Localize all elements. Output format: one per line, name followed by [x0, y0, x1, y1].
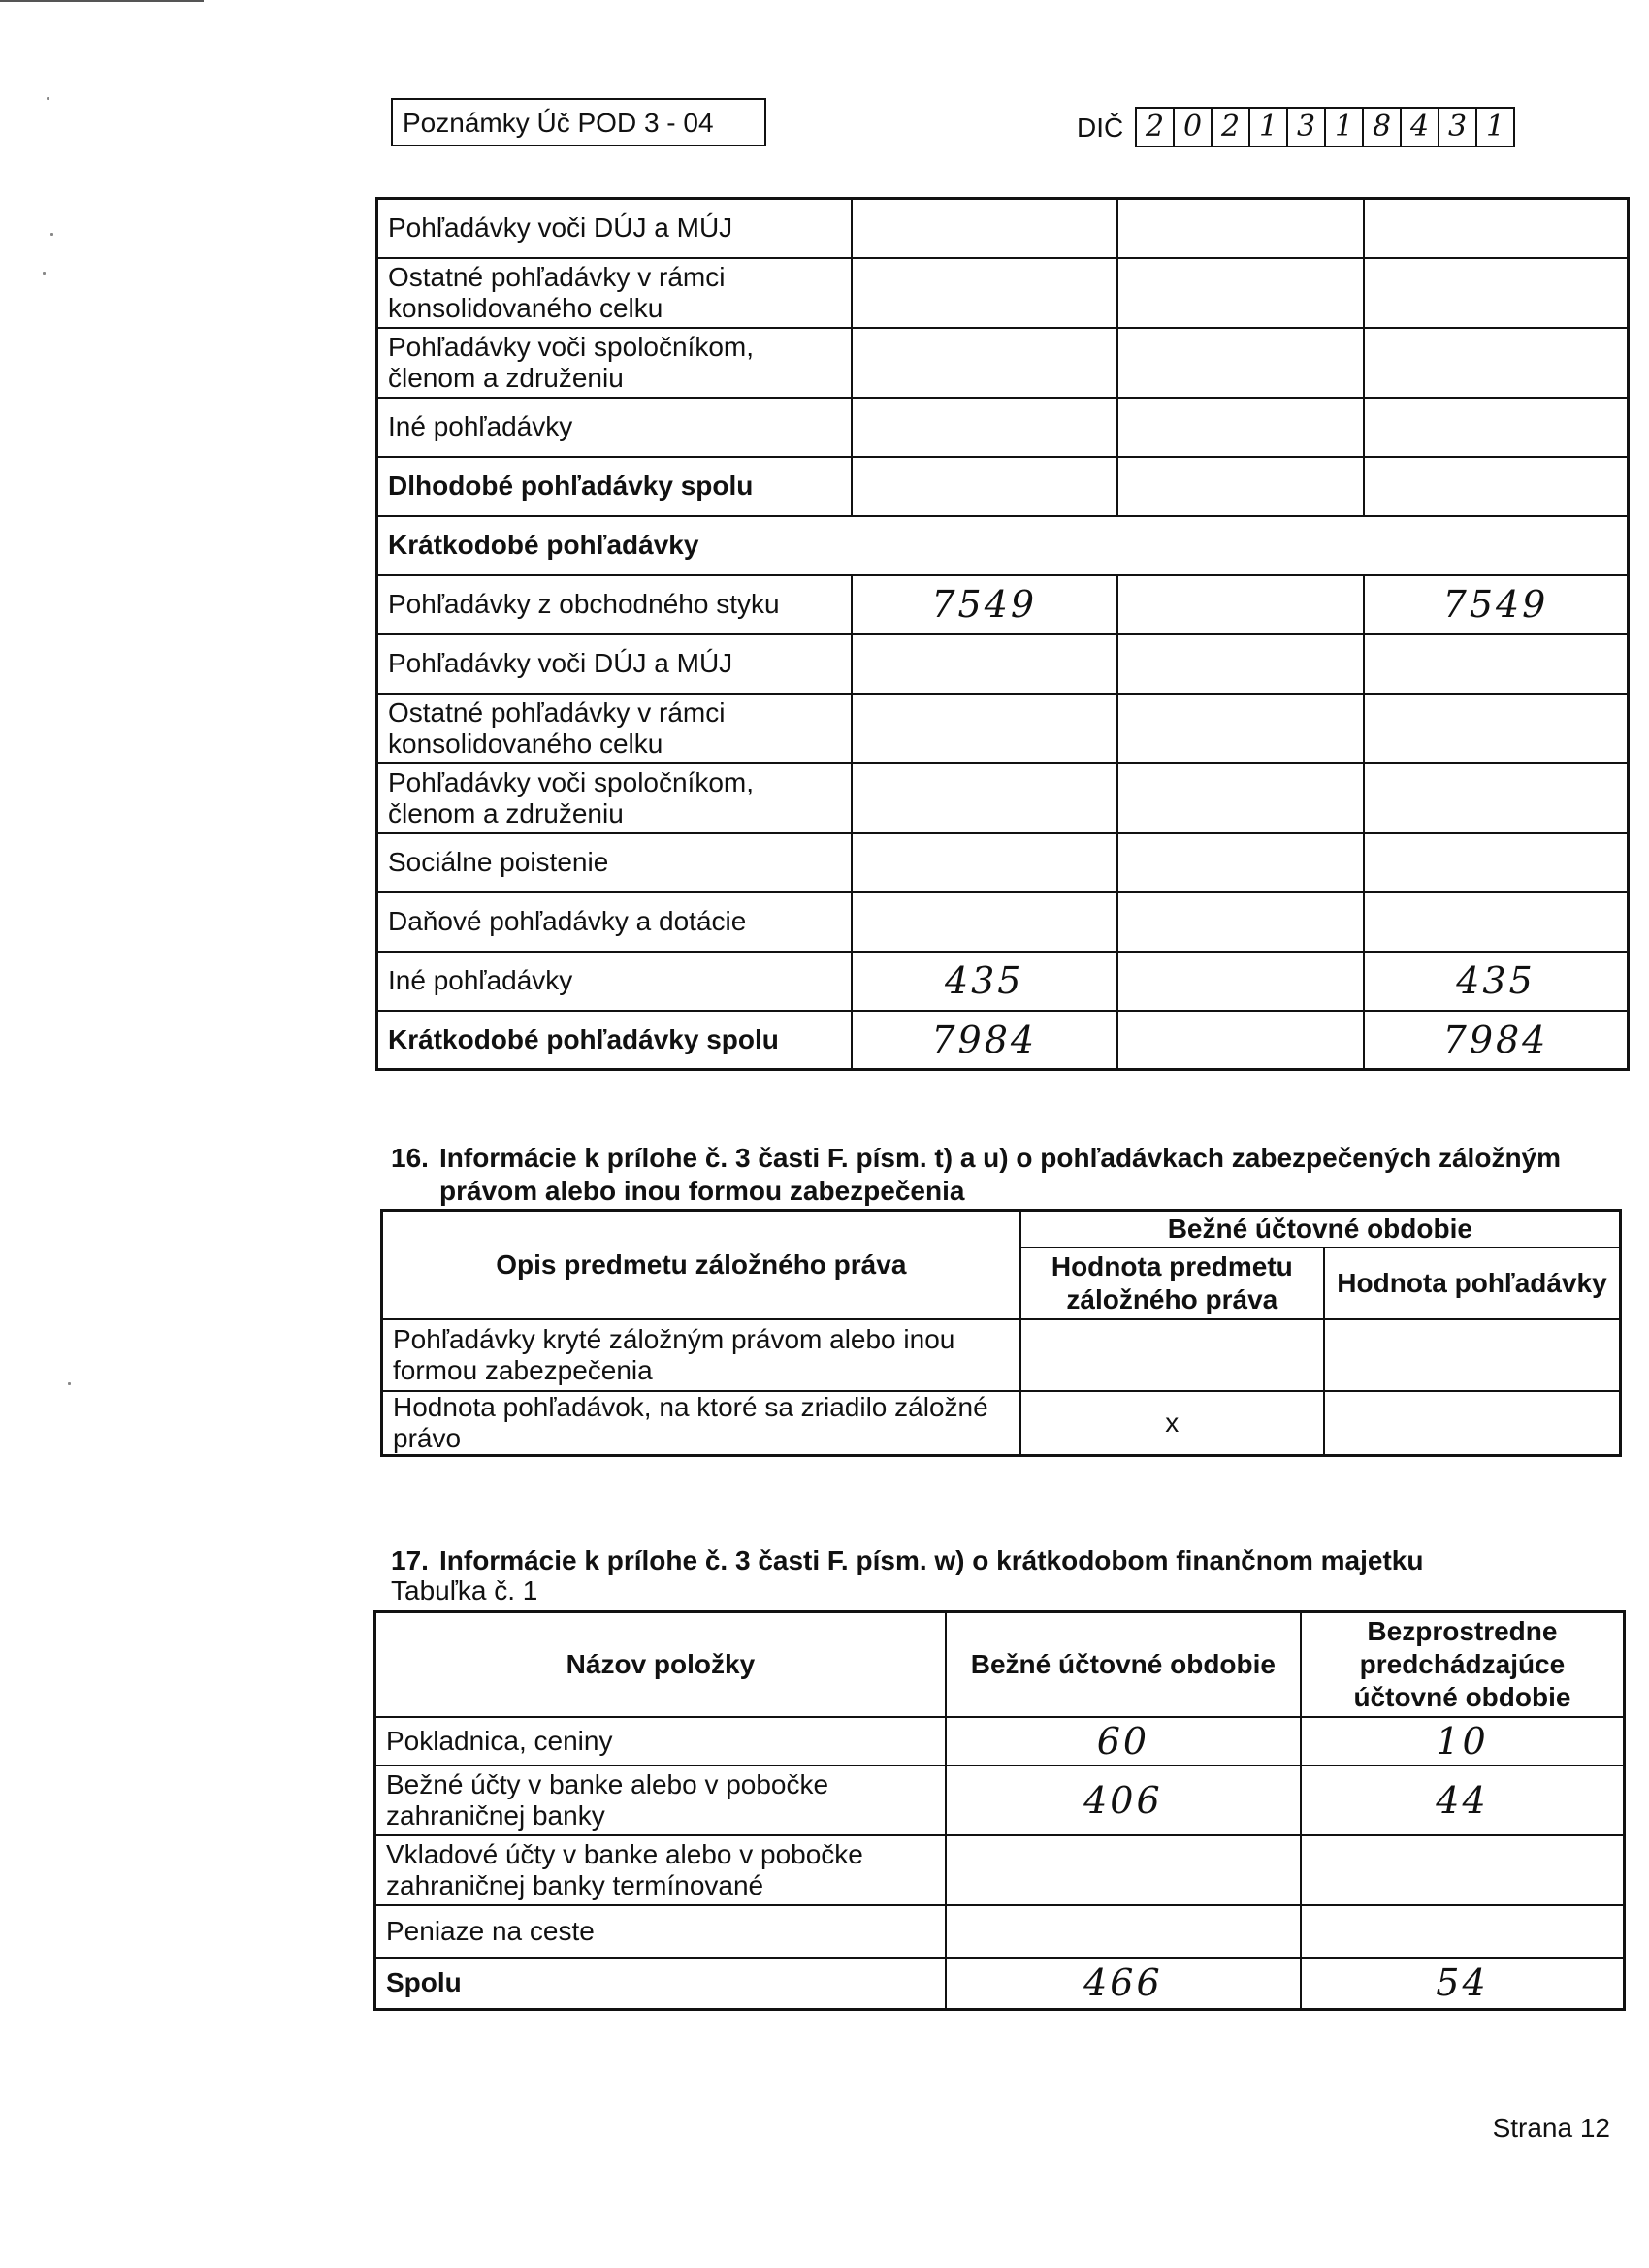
- scan-edge-line: [0, 0, 204, 2]
- scan-speck: [50, 233, 53, 236]
- value-cell: [1301, 1835, 1625, 1905]
- value-cell: 466: [946, 1958, 1301, 2010]
- value-cell: [852, 634, 1117, 694]
- value-cell: [1364, 199, 1628, 258]
- dic-digit: 2: [1137, 109, 1175, 146]
- value-cell: [852, 328, 1117, 398]
- row-label: Sociálne poistenie: [377, 833, 852, 892]
- row-label: Pohľadávky z obchodného styku: [377, 575, 852, 634]
- value-cell: [1324, 1391, 1621, 1456]
- table-row: [375, 1766, 1625, 1835]
- dic-digit: 0: [1175, 109, 1212, 146]
- row-label: Pohľadávky voči spoločníkom, členom a združeniu: [377, 763, 852, 833]
- column-header: Bežné účtovné obdobie: [946, 1612, 1301, 1717]
- dic-number-boxes: [1135, 107, 1515, 147]
- dic-digit: 8: [1364, 109, 1402, 146]
- value-cell: [852, 694, 1117, 763]
- value-cell: [852, 833, 1117, 892]
- value-cell: [946, 1905, 1301, 1958]
- table-row: [377, 763, 1629, 833]
- row-label: Daňové pohľadávky a dotácie: [377, 892, 852, 952]
- value-cell: 7984: [1364, 1011, 1628, 1070]
- table-caption: Tabuľka č. 1: [391, 1575, 538, 1605]
- value-cell: [1364, 833, 1628, 892]
- value-cell: 7549: [1364, 575, 1628, 634]
- value-cell: [1117, 694, 1364, 763]
- table-row: [377, 634, 1629, 694]
- column-group-header: Bežné účtovné obdobie: [1020, 1211, 1621, 1247]
- section-header-row: [377, 516, 1629, 575]
- section-number: 17.: [391, 1545, 429, 1575]
- row-label: Pohľadávky kryté záložným právom alebo inou formou zabezpečenia: [382, 1319, 1020, 1391]
- value-cell: [1117, 258, 1364, 328]
- row-label: Pohľadávky voči DÚJ a MÚJ: [377, 634, 852, 694]
- column-header: Hodnota predmetu záložného práva: [1020, 1247, 1324, 1319]
- value-cell: [1117, 199, 1364, 258]
- value-cell: [852, 199, 1117, 258]
- value-cell: [1117, 952, 1364, 1011]
- value-cell: 7984: [852, 1011, 1117, 1070]
- section-title: Informácie k prílohe č. 3 časti F. písm. t) a u) o pohľadávkach zabezpečených záložným právom alebo inou formou zabezpečenia: [439, 1143, 1562, 1206]
- value-cell: [946, 1835, 1301, 1905]
- value-cell: [852, 398, 1117, 457]
- column-header: Bezprostredne predchádzajúce účtovné obdobie: [1301, 1612, 1625, 1717]
- financial-assets-table: [373, 1610, 1626, 2011]
- value-cell: [1364, 328, 1628, 398]
- table-row: [377, 892, 1629, 952]
- column-header: Názov položky: [375, 1612, 946, 1717]
- receivables-table: [375, 197, 1630, 1071]
- row-label: Bežné účty v banke alebo v pobočke zahraničnej banky: [375, 1766, 946, 1835]
- section-16-heading: [391, 1142, 1618, 1208]
- value-cell: [852, 763, 1117, 833]
- document-label: Poznámky Úč POD 3 - 04: [391, 98, 766, 146]
- value-cell: x: [1020, 1391, 1324, 1456]
- table-row: [377, 833, 1629, 892]
- table-row: [382, 1391, 1621, 1456]
- value-cell: [1364, 763, 1628, 833]
- dic-label: DIČ: [1077, 113, 1124, 143]
- value-cell: [1364, 258, 1628, 328]
- value-cell: [1117, 833, 1364, 892]
- dic-digit: 4: [1402, 109, 1439, 146]
- value-cell: [1364, 457, 1628, 516]
- table-row: [377, 575, 1629, 634]
- table-row: [375, 1905, 1625, 1958]
- dic-digit: 1: [1250, 109, 1288, 146]
- dic-digit: 1: [1485, 110, 1505, 144]
- row-label: Pohľadávky voči DÚJ a MÚJ: [377, 199, 852, 258]
- table-row: [377, 199, 1629, 258]
- column-header: Opis predmetu záložného práva: [382, 1211, 1020, 1319]
- table-row: [377, 398, 1629, 457]
- value-cell: [1020, 1319, 1324, 1391]
- table-row: [377, 328, 1629, 398]
- section-number: 16.: [391, 1143, 429, 1173]
- value-cell: [852, 892, 1117, 952]
- value-cell: [1324, 1319, 1621, 1391]
- column-header: Hodnota pohľadávky: [1324, 1247, 1621, 1319]
- row-label: Pohľadávky voči spoločníkom, členom a združeniu: [377, 328, 852, 398]
- value-cell: [852, 457, 1117, 516]
- section-17-heading: [391, 1544, 1618, 1577]
- row-label: Pokladnica, ceniny: [375, 1717, 946, 1766]
- dic-digit: 3: [1439, 109, 1477, 146]
- row-label: Ostatné pohľadávky v rámci konsolidovaného celku: [377, 694, 852, 763]
- scan-speck: [47, 97, 49, 100]
- value-cell: [1364, 634, 1628, 694]
- value-cell: [1301, 1905, 1625, 1958]
- table-row: [377, 457, 1629, 516]
- value-cell: 435: [852, 952, 1117, 1011]
- row-label-total: Dlhodobé pohľadávky spolu: [377, 457, 852, 516]
- table-row: [377, 952, 1629, 1011]
- value-cell: [1364, 694, 1628, 763]
- table-row: [377, 1011, 1629, 1070]
- value-cell: [1117, 398, 1364, 457]
- collateral-table: [380, 1209, 1622, 1457]
- value-cell: 435: [1364, 952, 1628, 1011]
- row-label: Peniaze na ceste: [375, 1905, 946, 1958]
- row-label: Iné pohľadávky: [377, 398, 852, 457]
- value-cell: 54: [1301, 1958, 1625, 2010]
- value-cell: 406: [946, 1766, 1301, 1835]
- value-cell: 60: [946, 1717, 1301, 1766]
- dic-digit: 1: [1326, 109, 1364, 146]
- row-label-total: Spolu: [375, 1958, 946, 2010]
- value-cell: [1117, 457, 1364, 516]
- table-row: [377, 258, 1629, 328]
- table-row: [375, 1835, 1625, 1905]
- table-row: [375, 1717, 1625, 1766]
- row-label: Vkladové účty v banke alebo v pobočke zahraničnej banky termínované: [375, 1835, 946, 1905]
- section-header: Krátkodobé pohľadávky: [377, 516, 1629, 575]
- value-cell: [1117, 892, 1364, 952]
- value-cell: [1117, 1011, 1364, 1070]
- section-title: Informácie k prílohe č. 3 časti F. písm. w) o krátkodobom finančnom majetku: [439, 1545, 1424, 1575]
- scan-speck: [43, 272, 46, 275]
- value-cell: [1364, 892, 1628, 952]
- value-cell: 44: [1301, 1766, 1625, 1835]
- row-label: Iné pohľadávky: [377, 952, 852, 1011]
- value-cell: [852, 258, 1117, 328]
- value-cell: [1364, 398, 1628, 457]
- dic-digit: 3: [1288, 109, 1326, 146]
- value-cell: [1117, 634, 1364, 694]
- scan-speck: [68, 1382, 71, 1385]
- value-cell: [1117, 328, 1364, 398]
- row-label: Hodnota pohľadávok, na ktoré sa zriadilo záložné právo: [382, 1391, 1020, 1456]
- value-cell: 10: [1301, 1717, 1625, 1766]
- table-row: [382, 1319, 1621, 1391]
- value-cell: 7549: [852, 575, 1117, 634]
- value-cell: [1117, 575, 1364, 634]
- table-row: [375, 1958, 1625, 2010]
- row-label-total: Krátkodobé pohľadávky spolu: [377, 1011, 852, 1070]
- row-label: Ostatné pohľadávky v rámci konsolidovaného celku: [377, 258, 852, 328]
- table-row: [377, 694, 1629, 763]
- table-header-row: [382, 1211, 1621, 1247]
- page-number: Strana 12: [1492, 2113, 1610, 2143]
- table-header-row: [375, 1612, 1625, 1717]
- dic-digit: 2: [1212, 109, 1250, 146]
- value-cell: [1117, 763, 1364, 833]
